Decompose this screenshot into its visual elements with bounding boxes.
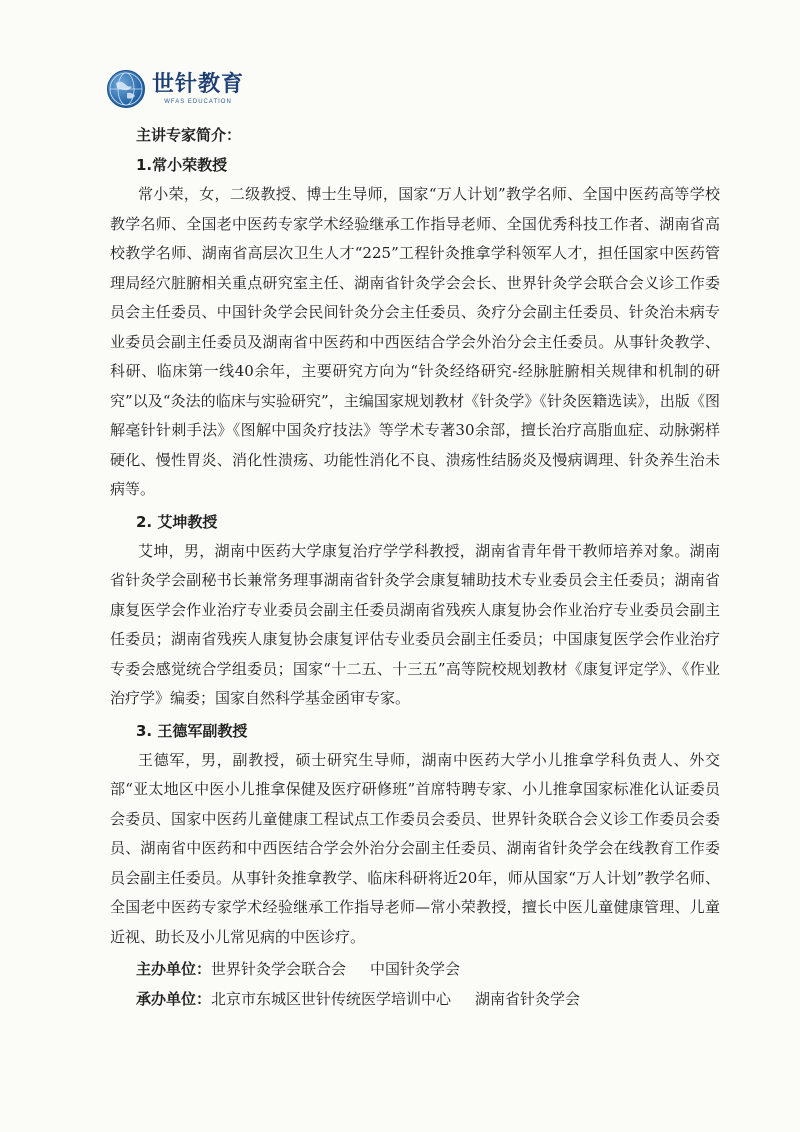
co-label: 承办单位：	[136, 990, 212, 1008]
expert-3-bio: 王德军，男，副教授，硕士研究生导师，湖南中医药大学小儿推拿学科负责人、外交部“亚太地区中医小儿推拿保健及医疗研修班”首席特聘专家、小儿推拿国家标准化认证委员会委员、国家中医药儿童健康工程试点工作委员会委员、世界针灸联合会义诊工作委员会委员、湖南省中医药和中西医结合学会外治分会副主任委员、湖南省针灸学会在线教育工作委员会副主任委员。从事针灸推拿教学、临床科研将近20年，师从国家“万人计划”教学名师、全国老中医药专家学术经验继承工作指导老师—常小荣教授，擅长中医儿童健康管理、儿童近视、助长及小儿常见病的中医诊疗。	[110, 750, 720, 946]
wfas-education-logo	[107, 70, 244, 108]
expert-2-heading: 2. 艾坤教授	[136, 512, 218, 531]
expert-2-bio: 艾坤，男，湖南中医药大学康复治疗学学科教授，湖南省青年骨干教师培养对象。湖南省针灸学会副秘书长兼常务理事湖南省针灸学会康复辅助技术专业委员会主任委员；湖南省康复医学会作业治疗专业委员会副主任委员湖南省残疾人康复协会作业治疗专业委员会副主任委员；湖南省残疾人康复协会康复评估专业委员会副主任委员；中国康复医学会作业治疗专委会感觉统合学组委员；国家“十二五、十三五”高等院校规划教材《康复评定学》、《作业治疗学》编委；国家自然科学基金函审专家。	[110, 541, 720, 707]
host-org-1: 世界针灸学会联合会	[211, 960, 347, 978]
logo-name-cn: 世针教育	[152, 71, 245, 97]
co-organizers	[136, 984, 720, 1014]
section-title: 主讲专家简介：	[136, 126, 242, 144]
expert-3-heading: 3. 王德军副教授	[136, 721, 248, 740]
main-content	[110, 120, 720, 1014]
host-organizers	[136, 954, 720, 984]
globe-icon	[107, 70, 145, 108]
logo-name-en: WFAS EDUCATION	[164, 98, 232, 105]
expert-1-heading: 1.常小荣教授	[136, 156, 228, 174]
host-org-2: 中国针灸学会	[370, 960, 461, 978]
co-org-2: 湖南省针灸学会	[475, 990, 581, 1008]
host-label: 主办单位：	[136, 960, 212, 978]
co-org-1: 北京市东城区世针传统医学培训中心	[211, 990, 452, 1008]
expert-1-bio: 常小荣，女，二级教授、博士生导师，国家“万人计划”教学名师、全国中医药高等学校教学名师、全国老中医药专家学术经验继承工作指导老师、全国优秀科技工作者、湖南省高校教学名师、湖南省高层次卫生人才“225”工程针灸推拿学科领军人才，担任国家中医药管理局经穴脏腑相关重点研究室主任、湖南省针灸学会会长、世界针灸学会联合会义诊工作委员会主任委员、中国针灸学会民间针灸分会主任委员、灸疗分会副主任委员、针灸治未病专业委员会副主任委员及湖南省中医药和中西医结合学会外治分会主任委员。从事针灸教学、科研、临床第一线40余年，主要研究方向为“针灸经络研究-经脉脏腑相关规律和机制的研究”以及“灸法的临床与实验研究”，主编国家规划教材《针灸学》《针灸医籍选读》，出版《图解毫针针刺手法》《图解中国灸疗技法》等学术专著30余部，擅长治疗高脂血症、动脉粥样硬化、慢性胃炎、消化性溃疡、功能性消化不良、溃疡性结肠炎及慢病调理、针灸养生治未病等。	[110, 185, 720, 498]
